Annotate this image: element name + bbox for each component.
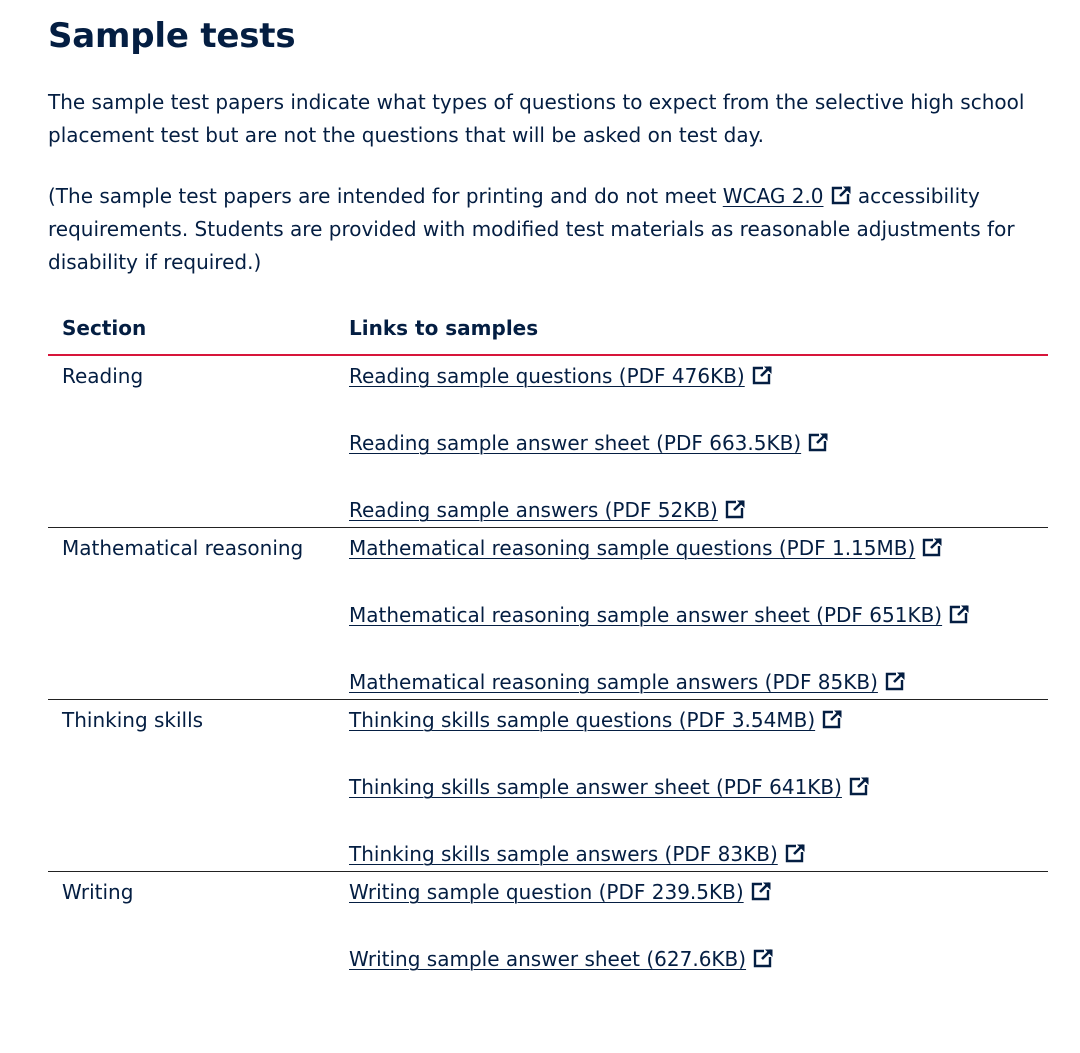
link-spacer xyxy=(349,804,1048,838)
accessibility-note-text-end: accessibility requirements. Students are provided with modified test materials as reasonable adjustments for disability if required.) xyxy=(48,184,1015,274)
link-spacer xyxy=(349,632,1048,666)
sample-pdf-link[interactable]: Thinking skills sample answer sheet (PDF 641KB) xyxy=(349,775,842,799)
external-link-icon[interactable] xyxy=(848,776,870,796)
sample-pdf-link[interactable]: Reading sample questions (PDF 476KB) xyxy=(349,364,745,388)
link-spacer xyxy=(349,393,1048,427)
sample-link-item xyxy=(349,666,1048,699)
sample-link-item xyxy=(349,360,1048,393)
column-header-links: Links to samples xyxy=(335,307,1048,355)
section-name-cell: Writing xyxy=(62,880,134,904)
external-link-icon[interactable] xyxy=(752,948,774,968)
sample-pdf-link[interactable]: Thinking skills sample answers (PDF 83KB) xyxy=(349,842,778,866)
sample-link-item xyxy=(349,771,1048,804)
external-link-icon[interactable] xyxy=(921,537,943,557)
table-row xyxy=(48,528,1048,700)
accessibility-note-text-start: (The sample test papers are intended for printing and do not meet xyxy=(48,184,723,208)
sample-link-item xyxy=(349,532,1048,565)
sample-pdf-link[interactable]: Mathematical reasoning sample answers (PDF 85KB) xyxy=(349,670,878,694)
sample-pdf-link[interactable]: Mathematical reasoning sample questions (PDF 1.15MB) xyxy=(349,536,916,560)
sample-links-cell xyxy=(335,528,1048,700)
sample-pdf-link[interactable]: Reading sample answer sheet (PDF 663.5KB) xyxy=(349,431,802,455)
external-link-icon[interactable] xyxy=(948,604,970,624)
external-link-icon[interactable] xyxy=(830,185,852,205)
sample-link-item xyxy=(349,838,1048,871)
link-spacer xyxy=(349,909,1048,943)
table-header-row xyxy=(48,307,1048,355)
wcag-link-label: WCAG 2.0 xyxy=(722,184,824,208)
column-header-section: Section xyxy=(48,307,335,355)
sample-tests-table xyxy=(48,307,1048,976)
sample-links-cell xyxy=(335,355,1048,528)
external-link-icon[interactable] xyxy=(750,881,772,901)
sample-link-item xyxy=(349,943,1048,976)
table-row xyxy=(48,700,1048,872)
sample-pdf-link[interactable]: Writing sample question (PDF 239.5KB) xyxy=(349,880,744,904)
sample-link-item xyxy=(349,704,1048,737)
sample-pdf-link[interactable]: Writing sample answer sheet (627.6KB) xyxy=(349,947,747,971)
page-heading: Sample tests xyxy=(48,16,296,56)
section-name-cell: Thinking skills xyxy=(48,700,335,872)
table-body xyxy=(48,355,1048,976)
sample-link-item xyxy=(349,494,1048,527)
content-area xyxy=(48,0,1048,279)
sample-pdf-link[interactable]: Mathematical reasoning sample answer sheet (PDF 651KB) xyxy=(349,603,943,627)
external-link-icon[interactable] xyxy=(724,499,746,519)
sample-links-cell xyxy=(335,700,1048,872)
external-link-icon[interactable] xyxy=(807,432,829,452)
table-row xyxy=(48,355,1048,528)
accessibility-note xyxy=(48,180,1048,279)
section-name-cell: Mathematical reasoning xyxy=(48,528,335,700)
external-link-icon[interactable] xyxy=(751,365,773,385)
sample-link-item xyxy=(349,427,1048,460)
link-spacer xyxy=(349,565,1048,599)
intro-paragraph: The sample test papers indicate what types of questions to expect from the selective high school placement test but are not the questions that will be asked on test day. xyxy=(48,90,1025,147)
sample-pdf-link[interactable]: Reading sample answers (PDF 52KB) xyxy=(349,498,718,522)
external-link-icon[interactable] xyxy=(884,671,906,691)
external-link-icon[interactable] xyxy=(821,709,843,729)
sample-link-item xyxy=(349,876,1048,909)
link-spacer xyxy=(349,460,1048,494)
sample-links-cell xyxy=(335,872,1048,977)
link-spacer xyxy=(349,737,1048,771)
external-link-icon[interactable] xyxy=(784,843,806,863)
wcag-link[interactable] xyxy=(723,184,824,208)
sample-link-item xyxy=(349,599,1048,632)
table-row xyxy=(48,872,1048,977)
sample-pdf-link[interactable]: Thinking skills sample questions (PDF 3.54MB) xyxy=(349,708,816,732)
section-name-cell: Reading xyxy=(48,355,335,528)
